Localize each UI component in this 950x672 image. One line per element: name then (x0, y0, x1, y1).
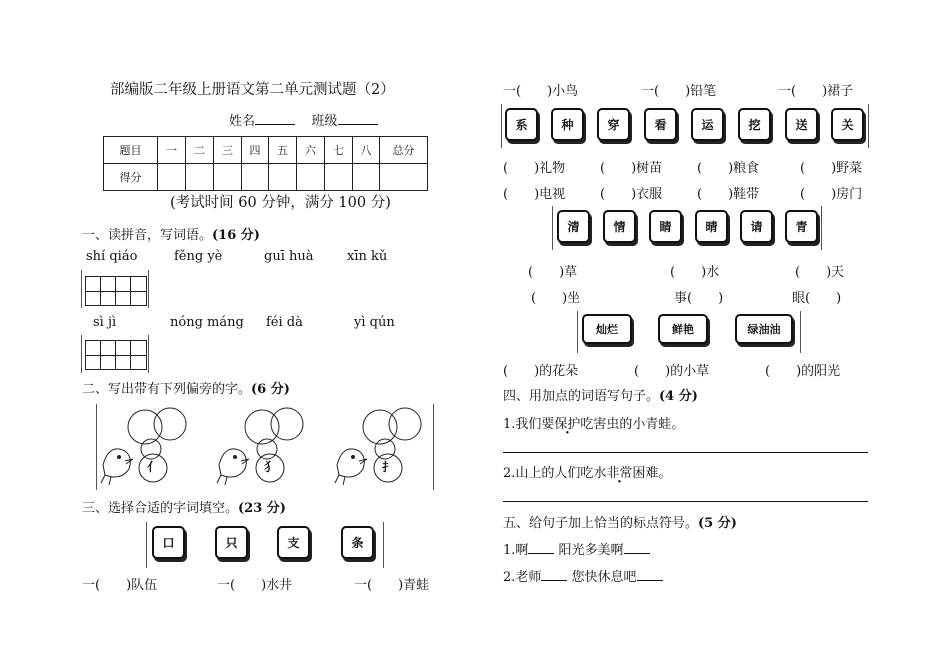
word-key: 情 (603, 210, 636, 243)
pinyin-item: sì jì (93, 315, 117, 330)
score-header-cell: 五 (269, 137, 297, 164)
pinyin-item: fěng yè (174, 249, 223, 264)
word-key-frame (552, 206, 822, 250)
class-label: 班级 (311, 114, 338, 129)
word-key: 运 (691, 108, 724, 141)
score-row-label: 得分 (104, 164, 158, 191)
word-key: 清 (557, 210, 590, 243)
fill-item[interactable]: ( )树苗 (600, 161, 663, 176)
fill-item[interactable]: ( )房门 (800, 187, 863, 202)
score-cell[interactable] (269, 164, 297, 191)
score-header-cell: 八 (353, 137, 380, 164)
fill-item[interactable]: ( )衣服 (600, 187, 663, 202)
score-table (103, 136, 428, 191)
answer-line[interactable] (503, 452, 868, 453)
word-key: 条 (341, 526, 374, 559)
dotted-word: 非常 (606, 466, 633, 481)
pinyin-item: nóng máng (170, 315, 244, 330)
punct-sentence-2: 2.老师 您快休息吧 (503, 566, 663, 585)
fill-item[interactable]: ( )的花朵 (503, 364, 579, 379)
pinyin-item: xīn kǔ (347, 249, 388, 264)
fill-item[interactable]: 眼( ) (792, 291, 842, 306)
punct-sentence-1: 1.啊 阳光多美啊 (503, 539, 650, 558)
section3-heading: 三、选择合适的字词填空。(23 分) (82, 501, 286, 516)
section5-heading: 五、给句子加上恰当的标点符号。(5 分) (503, 516, 737, 531)
fill-item[interactable]: ( )草 (528, 265, 578, 280)
sentence-1: 1.我们要保护吃害虫的小青蛙。 (503, 417, 685, 432)
word-key: 只 (215, 526, 248, 559)
section1-heading: 一、读拼音，写词语。(16 分) (82, 228, 260, 243)
fill-item[interactable]: ( )粮食 (697, 161, 760, 176)
score-cell[interactable] (158, 164, 186, 191)
radical-label: 犭 (264, 460, 277, 474)
punct-blank[interactable] (541, 569, 567, 581)
score-cell[interactable] (242, 164, 269, 191)
fill-item[interactable]: 事( ) (674, 291, 724, 306)
punct-blank[interactable] (624, 542, 650, 554)
radical-label: 亻 (147, 460, 160, 474)
word-key: 晴 (695, 210, 728, 243)
fill-item[interactable]: ( )水 (670, 265, 720, 280)
fill-item[interactable]: ( )鞋带 (697, 187, 760, 202)
radical-illustrations (97, 405, 433, 489)
student-info (229, 110, 378, 129)
fill-item[interactable]: ( )天 (795, 265, 845, 280)
sentence-2: 2.山上的人们吃水非常困难。 (503, 466, 672, 481)
name-field[interactable] (255, 113, 295, 125)
score-header-cell: 六 (297, 137, 325, 164)
answer-line[interactable] (503, 501, 868, 502)
word-key: 青 (785, 210, 818, 243)
word-key: 穿 (597, 108, 630, 141)
radical-label: 扌 (382, 460, 395, 474)
word-key: 系 (505, 108, 538, 141)
score-cell[interactable] (380, 164, 428, 191)
word-key: 支 (277, 526, 310, 559)
punct-blank[interactable] (528, 542, 554, 554)
word-key: 灿烂 (582, 314, 632, 344)
page-title: 部编版二年级上册语文第二单元测试题（2） (110, 82, 395, 98)
pinyin-item: guī huà (264, 249, 314, 264)
name-label: 姓名 (229, 114, 256, 129)
word-key: 请 (740, 210, 773, 243)
score-cell[interactable] (297, 164, 325, 191)
word-key: 送 (785, 108, 818, 141)
fill-item[interactable]: ( )的阳光 (765, 364, 841, 379)
score-header-cell: 一 (158, 137, 186, 164)
class-field[interactable] (338, 113, 378, 125)
fill-item[interactable]: 一( )水井 (217, 578, 293, 593)
fill-item[interactable]: ( )电视 (503, 187, 566, 202)
fill-item[interactable]: 一( )队伍 (82, 578, 158, 593)
word-key: 看 (644, 108, 677, 141)
fill-item[interactable]: ( )坐 (531, 291, 581, 306)
radical-bird-group-3 (335, 408, 421, 485)
score-table-score-row (104, 164, 428, 191)
word-key: 挖 (738, 108, 771, 141)
score-cell[interactable] (353, 164, 380, 191)
pinyin-item: shí qiáo (86, 249, 138, 264)
exam-note: (考试时间 60 分钟，满分 100 分) (170, 195, 391, 211)
word-key: 睛 (649, 210, 682, 243)
word-key: 绿油油 (735, 314, 793, 344)
dotted-word: 保护 (554, 417, 581, 432)
fill-item[interactable]: 一( )铅笔 (641, 84, 717, 99)
pinyin-item: féi dà (266, 315, 303, 330)
score-header-cell: 三 (214, 137, 242, 164)
fill-item[interactable]: 一( )青蛙 (354, 578, 430, 593)
fill-item[interactable]: 一( )裙子 (778, 84, 854, 99)
score-header-cell: 四 (242, 137, 269, 164)
score-header-cell: 七 (325, 137, 353, 164)
radical-bird-group-2 (217, 408, 303, 485)
fill-item[interactable]: ( )礼物 (503, 161, 566, 176)
fill-item[interactable]: ( )的小草 (634, 364, 710, 379)
pinyin-item: yì qún (354, 315, 395, 330)
score-header-cell: 题目 (104, 137, 158, 164)
score-table-header-row (104, 137, 428, 164)
writing-grid[interactable] (85, 276, 147, 306)
word-key: 鲜艳 (658, 314, 708, 344)
fill-item[interactable]: ( )野菜 (800, 161, 863, 176)
score-cell[interactable] (186, 164, 214, 191)
word-key: 种 (551, 108, 584, 141)
punct-blank[interactable] (637, 569, 663, 581)
score-header-cell: 二 (186, 137, 214, 164)
radical-bird-group-1 (101, 408, 186, 485)
score-cell[interactable] (325, 164, 353, 191)
section4-heading: 四、用加点的词语写句子。(4 分) (503, 389, 698, 404)
fill-item[interactable]: 一( )小鸟 (503, 84, 579, 99)
score-cell[interactable] (214, 164, 242, 191)
score-header-cell: 总分 (380, 137, 428, 164)
word-key: 关 (831, 108, 864, 141)
writing-grid[interactable] (85, 340, 147, 370)
word-key: 口 (152, 526, 185, 559)
section2-heading: 二、写出带有下列偏旁的字。(6 分) (82, 382, 290, 397)
